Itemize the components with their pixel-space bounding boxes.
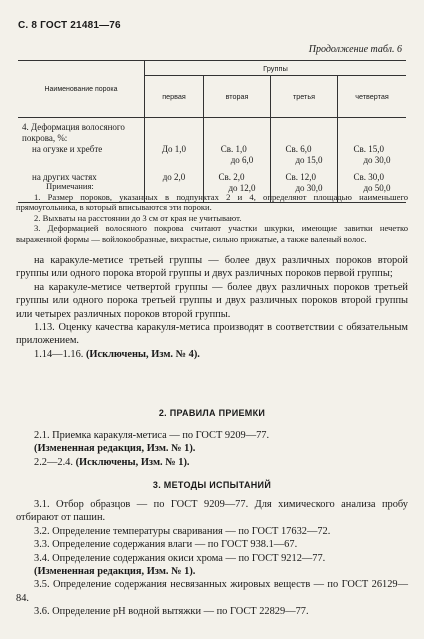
- column-header-group-2: вторая: [204, 76, 271, 118]
- table-cell: до 6,0: [230, 155, 254, 165]
- table-row: [18, 144, 406, 166]
- paragraph: 3.2. Определение температуры сваривания — по ГОСТ 17632—72.: [34, 525, 331, 537]
- table-row-label: на огузке и хребте: [18, 144, 145, 166]
- column-header-group-1: первая: [145, 76, 204, 118]
- table-cell: Св. 15,0: [353, 144, 384, 154]
- section-acceptance-body: [16, 429, 408, 469]
- paragraph: на каракуле-метисе четвертой группы — более двух различных пороков третьей группы или одного порока третьей группы и двух различных пороков второй группы или четырех различных пороков второй группы.: [16, 281, 408, 320]
- paragraph: 3.1. Отбор образцов — по ГОСТ 9209—77. Для химического анализа пробу отбирают от пашин.: [16, 499, 408, 524]
- table-cell: Св. 2,0: [218, 172, 245, 182]
- body-text: [16, 254, 408, 361]
- note-item: 1. Размер пороков, указанных в подпунктах 2 и 4, определяют площадью наименьшего прямоугольника, в который вписываются эти пороки.: [16, 191, 408, 213]
- table-cell: до 50,0: [363, 183, 391, 193]
- column-header-group-4: четвертая: [338, 76, 407, 118]
- table-row-label: на других частях: [18, 172, 145, 203]
- table-section-label: 4. Деформация волосяного покрова, %:: [18, 118, 145, 145]
- section-heading-test-methods: 3. МЕТОДЫ ИСПЫТАНИЙ: [152, 480, 272, 490]
- table-cell: Св. 1,0: [220, 144, 247, 154]
- column-header-defect-name: Наименование порока: [18, 61, 145, 118]
- note-item: 3. Деформацией волосяного покрова считают участки шкурки, имеющие завитки нечетко выраженной формы — войлокообразные, вихрастые, сильно прижатые, а также валеный волос.: [16, 223, 408, 244]
- table-cell: до 12,0: [228, 183, 256, 193]
- notes-block: [16, 181, 408, 245]
- note-item: 2. Выхваты на расстоянии до 3 см от края не учитывают.: [34, 212, 242, 223]
- table-cell: Св. 6,0: [285, 144, 312, 154]
- paragraph: 1.13. Оценку качества каракуля-метиса производят в соответствии с обязательным приложением.: [16, 322, 408, 347]
- notes-title: Примечания:: [46, 181, 94, 191]
- table-cell: до 30,0: [363, 155, 391, 165]
- paragraph: на каракуле-метисе третьей группы — более двух различных пороков второй группы или одного порока второй группы и двух различных пороков первой группы;: [16, 255, 408, 280]
- table-cell: до 15,0: [295, 155, 323, 165]
- paragraph: 3.5. Определение содержания несвязанных жировых веществ — по ГОСТ 26129—84.: [16, 579, 408, 604]
- table-cell: Св. 30,0: [353, 172, 384, 182]
- column-header-groups: Группы: [145, 61, 407, 76]
- section-heading-acceptance: 2. ПРАВИЛА ПРИЕМКИ: [158, 408, 266, 418]
- page-header: С. 8 ГОСТ 21481—76: [18, 20, 121, 31]
- paragraph: 3.4. Определение содержания окиси хрома — по ГОСТ 9212—77.: [34, 552, 326, 564]
- amendment-note: (Измененная редакция, Изм. № 1).: [34, 566, 196, 578]
- paragraph: 3.3. Определение содержания влаги — по ГОСТ 938.1—67.: [34, 539, 298, 551]
- paragraph: 3.6. Определение pH водной вытяжки — по ГОСТ 22829—77.: [34, 606, 309, 618]
- paragraph: 2.1. Приемка каракуля-метиса — по ГОСТ 9209—77.: [34, 430, 270, 441]
- paragraph: 2.2—2.4. (Исключены, Изм. № 1).: [34, 456, 190, 468]
- paragraph: 1.14—1.16. (Исключены, Изм. № 4).: [34, 348, 200, 360]
- amendment-note: (Измененная редакция, Изм. № 1).: [34, 443, 196, 455]
- column-header-group-3: третья: [271, 76, 338, 118]
- table-cell: до 30,0: [295, 183, 323, 193]
- section-test-methods-body: [16, 498, 408, 619]
- table-cell: Св. 12,0: [285, 172, 316, 182]
- table-continuation-label: Продолжение табл. 6: [308, 44, 402, 55]
- table-cell: До 1,0: [161, 144, 187, 154]
- table-cell: до 2,0: [162, 172, 186, 182]
